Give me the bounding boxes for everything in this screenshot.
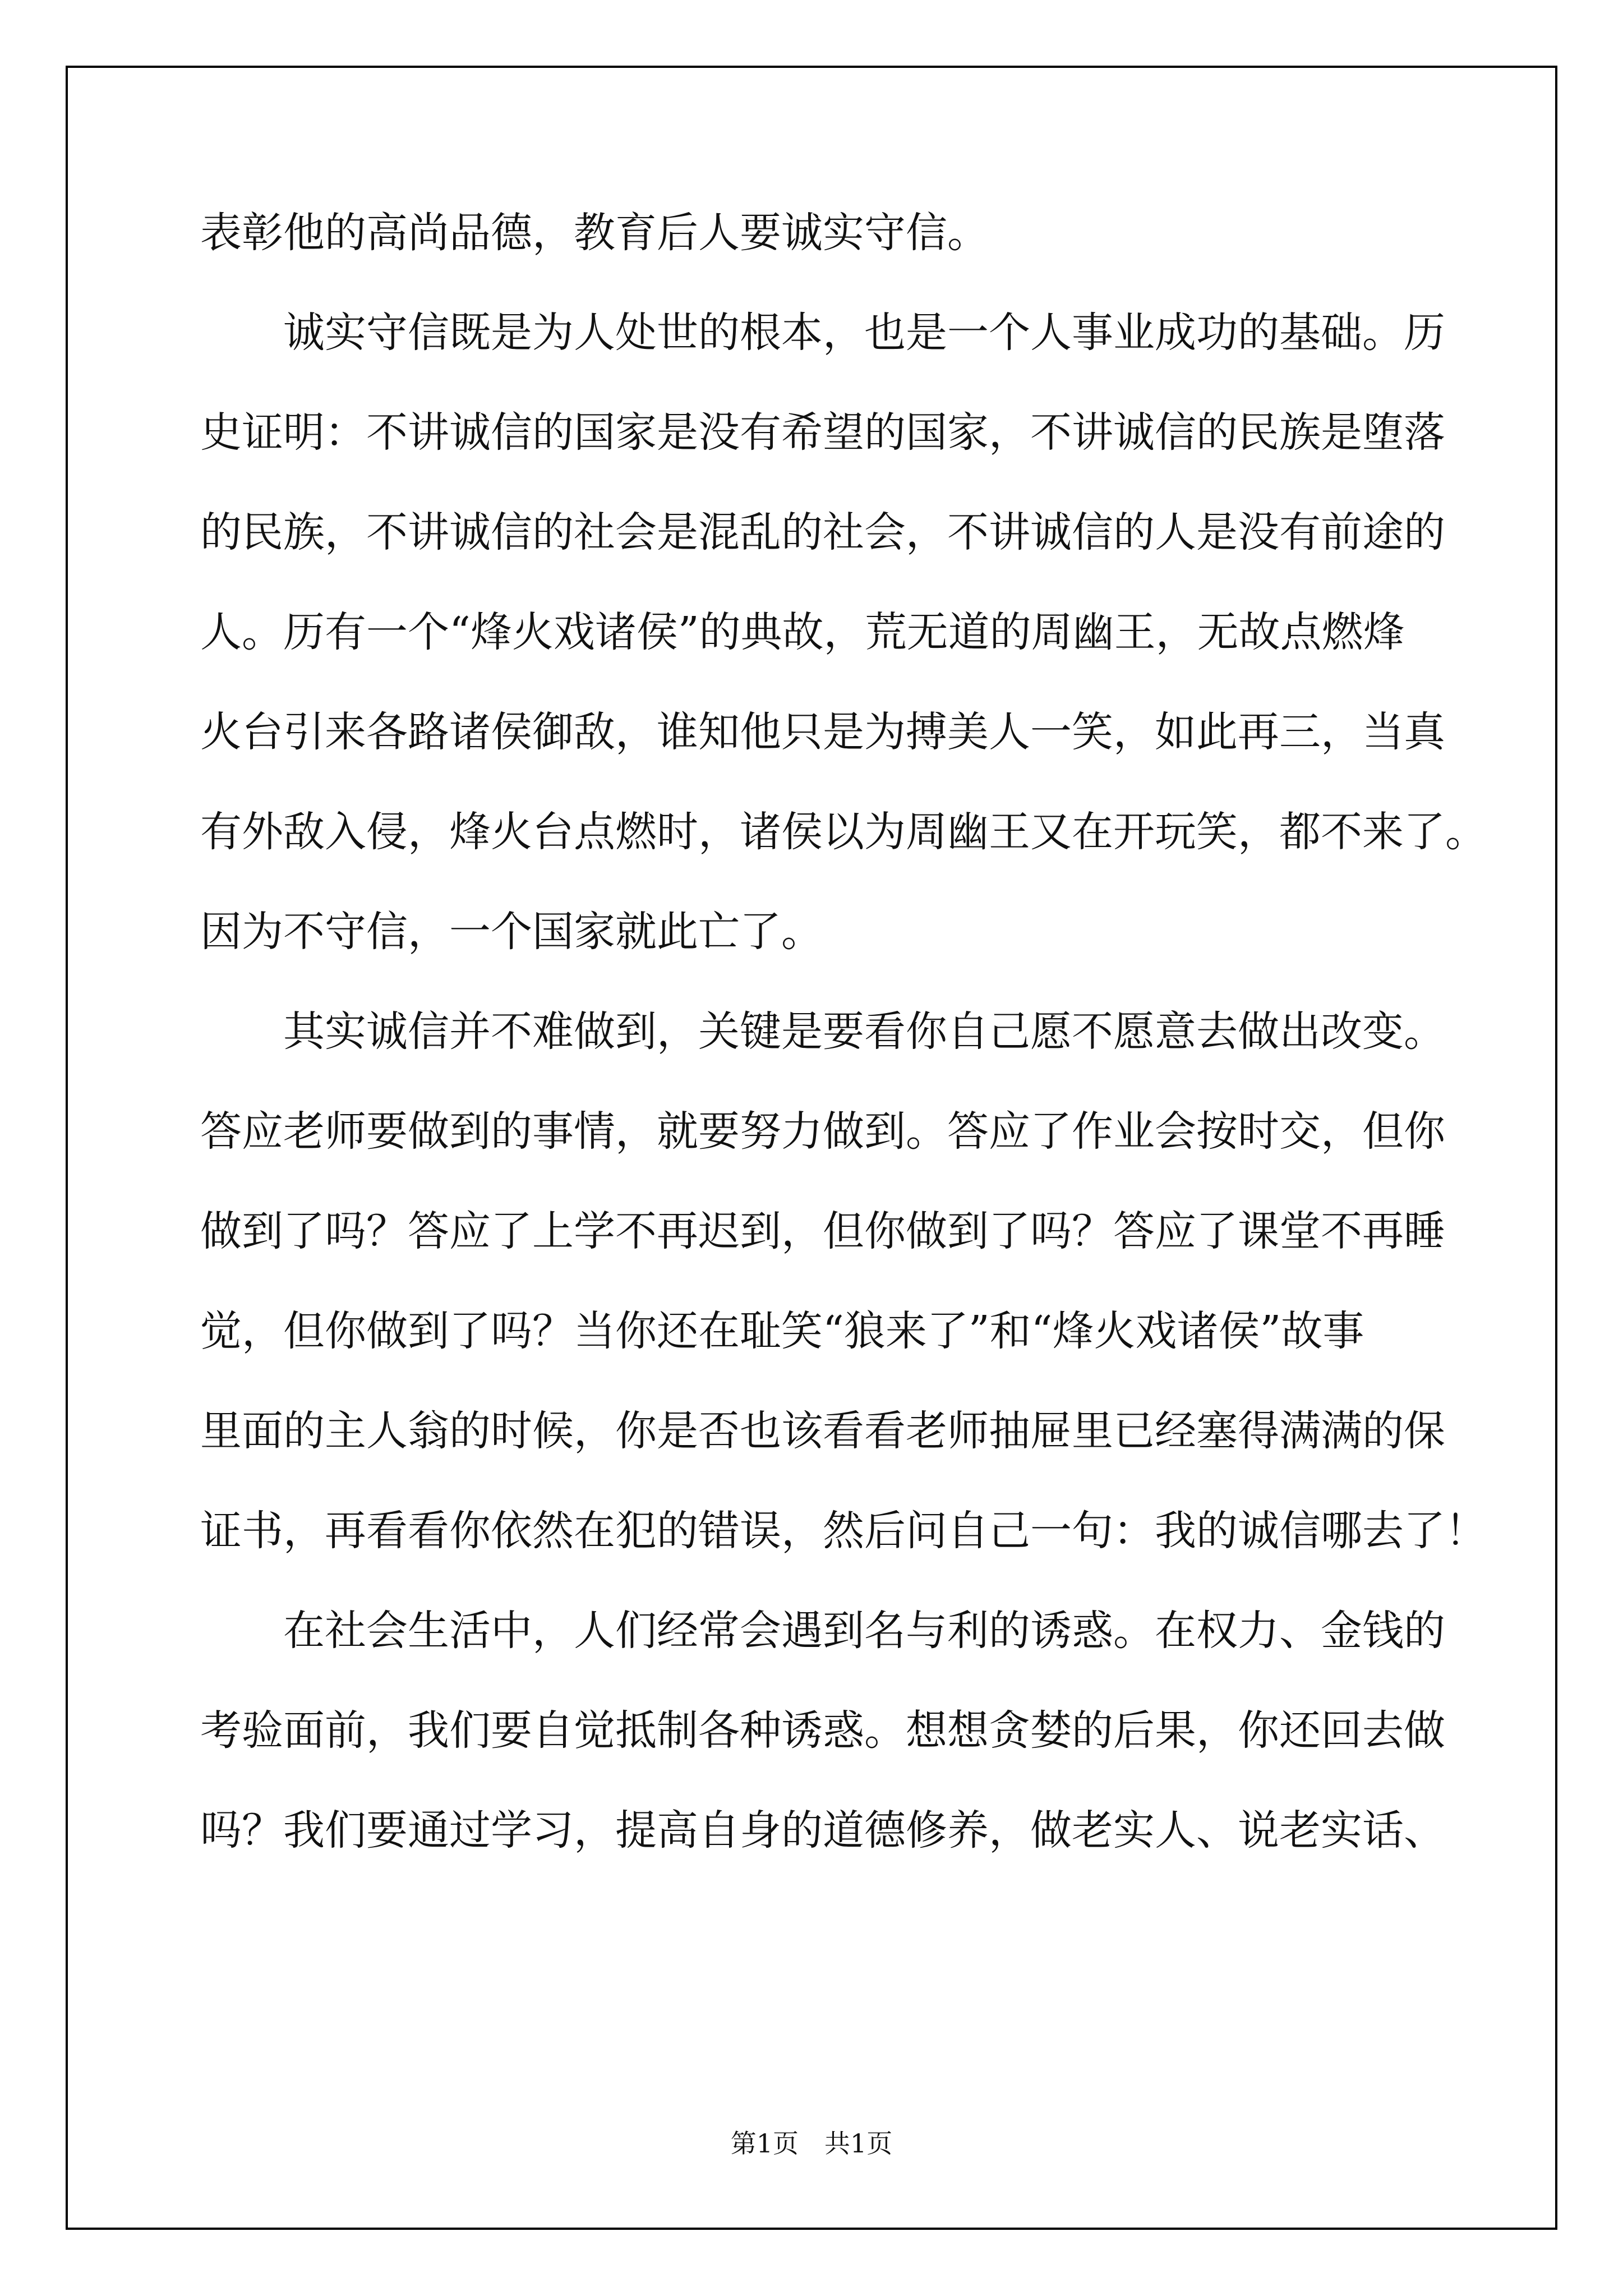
text-line: 里面的主人翁的时候，你是否也该看看老师抽屉里已经塞得满满的保 xyxy=(200,1407,1445,1455)
text-line: 其实诚信并不难做到，关键是要看你自己愿不愿意去做出改变。 xyxy=(200,1007,1445,1056)
page-number-footer: 第1页 共1页 xyxy=(730,2128,893,2159)
text-line: 诚实守信既是为人处世的根本，也是一个人事业成功的基础。历 xyxy=(200,309,1445,357)
text-line: 人。历有一个“烽火戏诸侯”的典故，荒无道的周幽王，无故点燃烽 xyxy=(200,608,1405,656)
text-line: 觉，但你做到了吗？当你还在耻笑“狼来了”和“烽火戏诸侯”故事 xyxy=(200,1307,1364,1355)
text-line: 表彰他的高尚品德，教育后人要诚实守信。 xyxy=(200,209,989,257)
text-line: 做到了吗？答应了上学不再迟到，但你做到了吗？答应了课堂不再睡 xyxy=(200,1207,1445,1255)
text-line: 火台引来各路诸侯御敌，谁知他只是为搏美人一笑，如此再三，当真 xyxy=(200,708,1445,756)
text-line: 史证明：不讲诚信的国家是没有希望的国家，不讲诚信的民族是堕落 xyxy=(200,408,1445,457)
text-line: 因为不守信，一个国家就此亡了。 xyxy=(200,908,823,956)
text-line: 吗？我们要通过学习，提高自身的道德修养，做老实人、说老实话、 xyxy=(200,1806,1445,1855)
text-line: 证书，再看看你依然在犯的错误，然后问自己一句：我的诚信哪去了！ xyxy=(200,1507,1487,1555)
text-line: 在社会生活中，人们经常会遇到名与利的诱惑。在权力、金钱的 xyxy=(200,1607,1445,1655)
text-line: 答应老师要做到的事情，就要努力做到。答应了作业会按时交，但你 xyxy=(200,1107,1445,1156)
text-line: 的民族，不讲诚信的社会是混乱的社会，不讲诚信的人是没有前途的 xyxy=(200,508,1445,556)
text-line: 有外敌入侵，烽火台点燃时，诸侯以为周幽王又在开玩笑，都不来了。 xyxy=(200,808,1487,856)
text-line: 考验面前，我们要自觉抵制各种诱惑。想想贪婪的后果，你还回去做 xyxy=(200,1706,1445,1755)
